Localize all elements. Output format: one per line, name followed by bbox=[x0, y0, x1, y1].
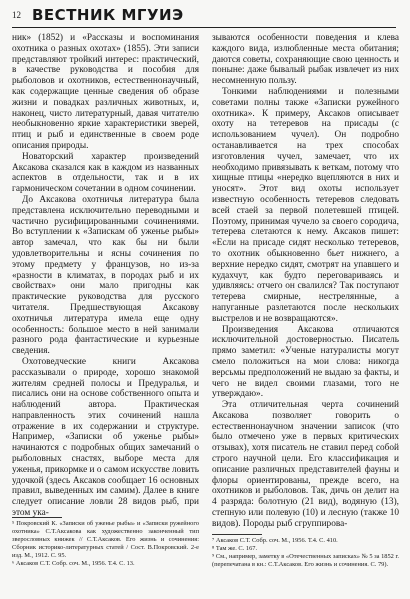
paragraph: Произведения Аксакова отличаются исключительной достоверностью. Писатель прямо заметил: «Ученые натуралисты могут смело положиться на мои слова: никогда версьмы предположений не выдаю за факты, и чего не видел своими глазами, того не утверждаю». bbox=[212, 324, 399, 400]
footnote-rule bbox=[12, 517, 62, 518]
paragraph: зываются особенности поведения и клева каждого вида, излюбленные места обитания; даются советы, сохраняющие свою ценность и поныне: даже бывалый рыбак извлечет из них несомненную пользу. bbox=[212, 33, 399, 87]
paragraph: ник» (1852) и «Рассказы и воспоминания охотника о разных охотах» (1855). Эти записи представляют тройкий интерес: практический, в качестве руководства и пособия для рыболовов и охотников, естественнонаучный, как содержащие ценные сведения об образе жизни и повадках различных животных, и, наконец, чисто литературный, давая читателю необыкновенно яркие характеристики зверей, птиц и рыб и единственные в своем роде описания природы. bbox=[12, 33, 199, 151]
footnote: ⁹ См., например, заметку в «Отечественных записках» № 5 за 1852 г. (перепечатана в кн.: С.Т.Аксаков. Его жизнь и сочинения. С. 79). bbox=[212, 553, 399, 568]
footnote: ⁵ Покровский К. «Записки об уженье рыбы» и «Записки ружейного охотника» С.Т.Аксакова как художественно законченный тип зверословных книжек // С.Т.Аксаков. Его жизнь и сочинения: Сборник историко-литературных статей / Сост. В.Покровский. 2-е изд. М., 1912. С. 95. bbox=[12, 520, 199, 559]
footnotes-left bbox=[12, 520, 199, 568]
right-column bbox=[212, 33, 399, 530]
paragraph: Тонкими наблюдениями и полезными советами полны также «Записки ружейного охотника». К примеру, Аксаков описывает охоту на тетеревов на присады (с использованием чучел). Он подробно останавливается на трех способах изготовления чучел, замечает, что их необходимо привязывать к веткам, потому что хищные птицы «нередко вцепляются в них и уносят». Этот вид охоты использует известную особенность тетеревов следовать всей стаей за первой полетевшей птицей. Поэтому, принимая чучело за своего сородича, тетерева слетаются к нему. Аксаков пишет: «Если на присаде сидят несколько тетеревов, то охотник обыкновенно бьет нижнего, а верхние нередко сидят, смотрят на упавшего и кудахчут, как будто переговариваясь и удивляясь: отчего он свалился? Так поступают тетерева смирные, нестрелянные, а напуганные разлетаются после нескольких выстрелов и не возвращаются». bbox=[212, 86, 399, 324]
footnote: ⁸ Там же. С. 167. bbox=[212, 545, 258, 552]
paragraph: Охотоведческие книги Аксакова рассказывали о природе, хорошо знакомой жителям средней полосы и Предуралья, и писались они на основе собственного опыта и наблюдений автора. Практическая направленность этих сочинений нашла отражение в их содержании и структуре. Например, «Записки об уженье рыбы» начинаются с подробных общих замечаний о рыболовных снастях, выборе места для уженья, прикормке и о самом искусстве ловить удочкой (здесь Аксаков сообщает 16 основных правил, выведенных им самим). Далее в книге следует описание ловли 28 видов рыб, при этом ука- bbox=[12, 356, 199, 519]
paragraph: Эта отличительная черта сочинений Аксакова позволяет говорить о естественнонаучном значении записок (что было отмечено уже в первых критических отзывах), хотя писатель не ставил перед собой строго научной цели. Его классификация и описание различных представителей фауны и флоры ориентированы, прежде всего, на охотников и рыболовов. Так, дичь он делит на 4 разряда: болотную (21 вид), водяную (13), степную или полевую (10) и лесную (также 10 видов). Породы рыб сгруппирова- bbox=[212, 400, 399, 529]
footnote: ⁶ Аксаков С.Т. Собр. соч. М., 1956. Т.4. С. 13. bbox=[12, 560, 135, 567]
paragraph: До Аксакова охотничья литература была представлена исключительно переводными и частично русифицированными сочинениями. Во вступлении к «Запискам об уженье рыбы» автор замечал, что как бы ни были удовлетворительны и ясны сочинения по этому предмету у французов, но из-за «разности в климатах, в породах рыб и их свойствах» они мало пригодны как практические руководства для русского читателя. Предшествующая Аксакову охотничья литература имела еще одну особенность: большое место в ней занимали разного рода фантастические и курьезные сведения. bbox=[12, 194, 199, 357]
header-rule bbox=[12, 27, 396, 28]
footnotes-right bbox=[212, 537, 399, 569]
page-header bbox=[12, 6, 396, 28]
journal-title: ВЕСТНИК МГУИЭ bbox=[32, 6, 184, 24]
footnote: ⁷ Аксаков С.Т. Собр. соч. М., 1956. Т.4. С. 410. bbox=[212, 537, 338, 544]
page-number: 12 bbox=[12, 10, 21, 20]
footnote-rule bbox=[212, 534, 262, 535]
paragraph: Новаторский характер произведений Аксакова сказался как в каждом из названных аспектов в отдельности, так и в их гармоническом сочетании в одном сочинении. bbox=[12, 151, 199, 195]
left-column bbox=[12, 33, 199, 519]
